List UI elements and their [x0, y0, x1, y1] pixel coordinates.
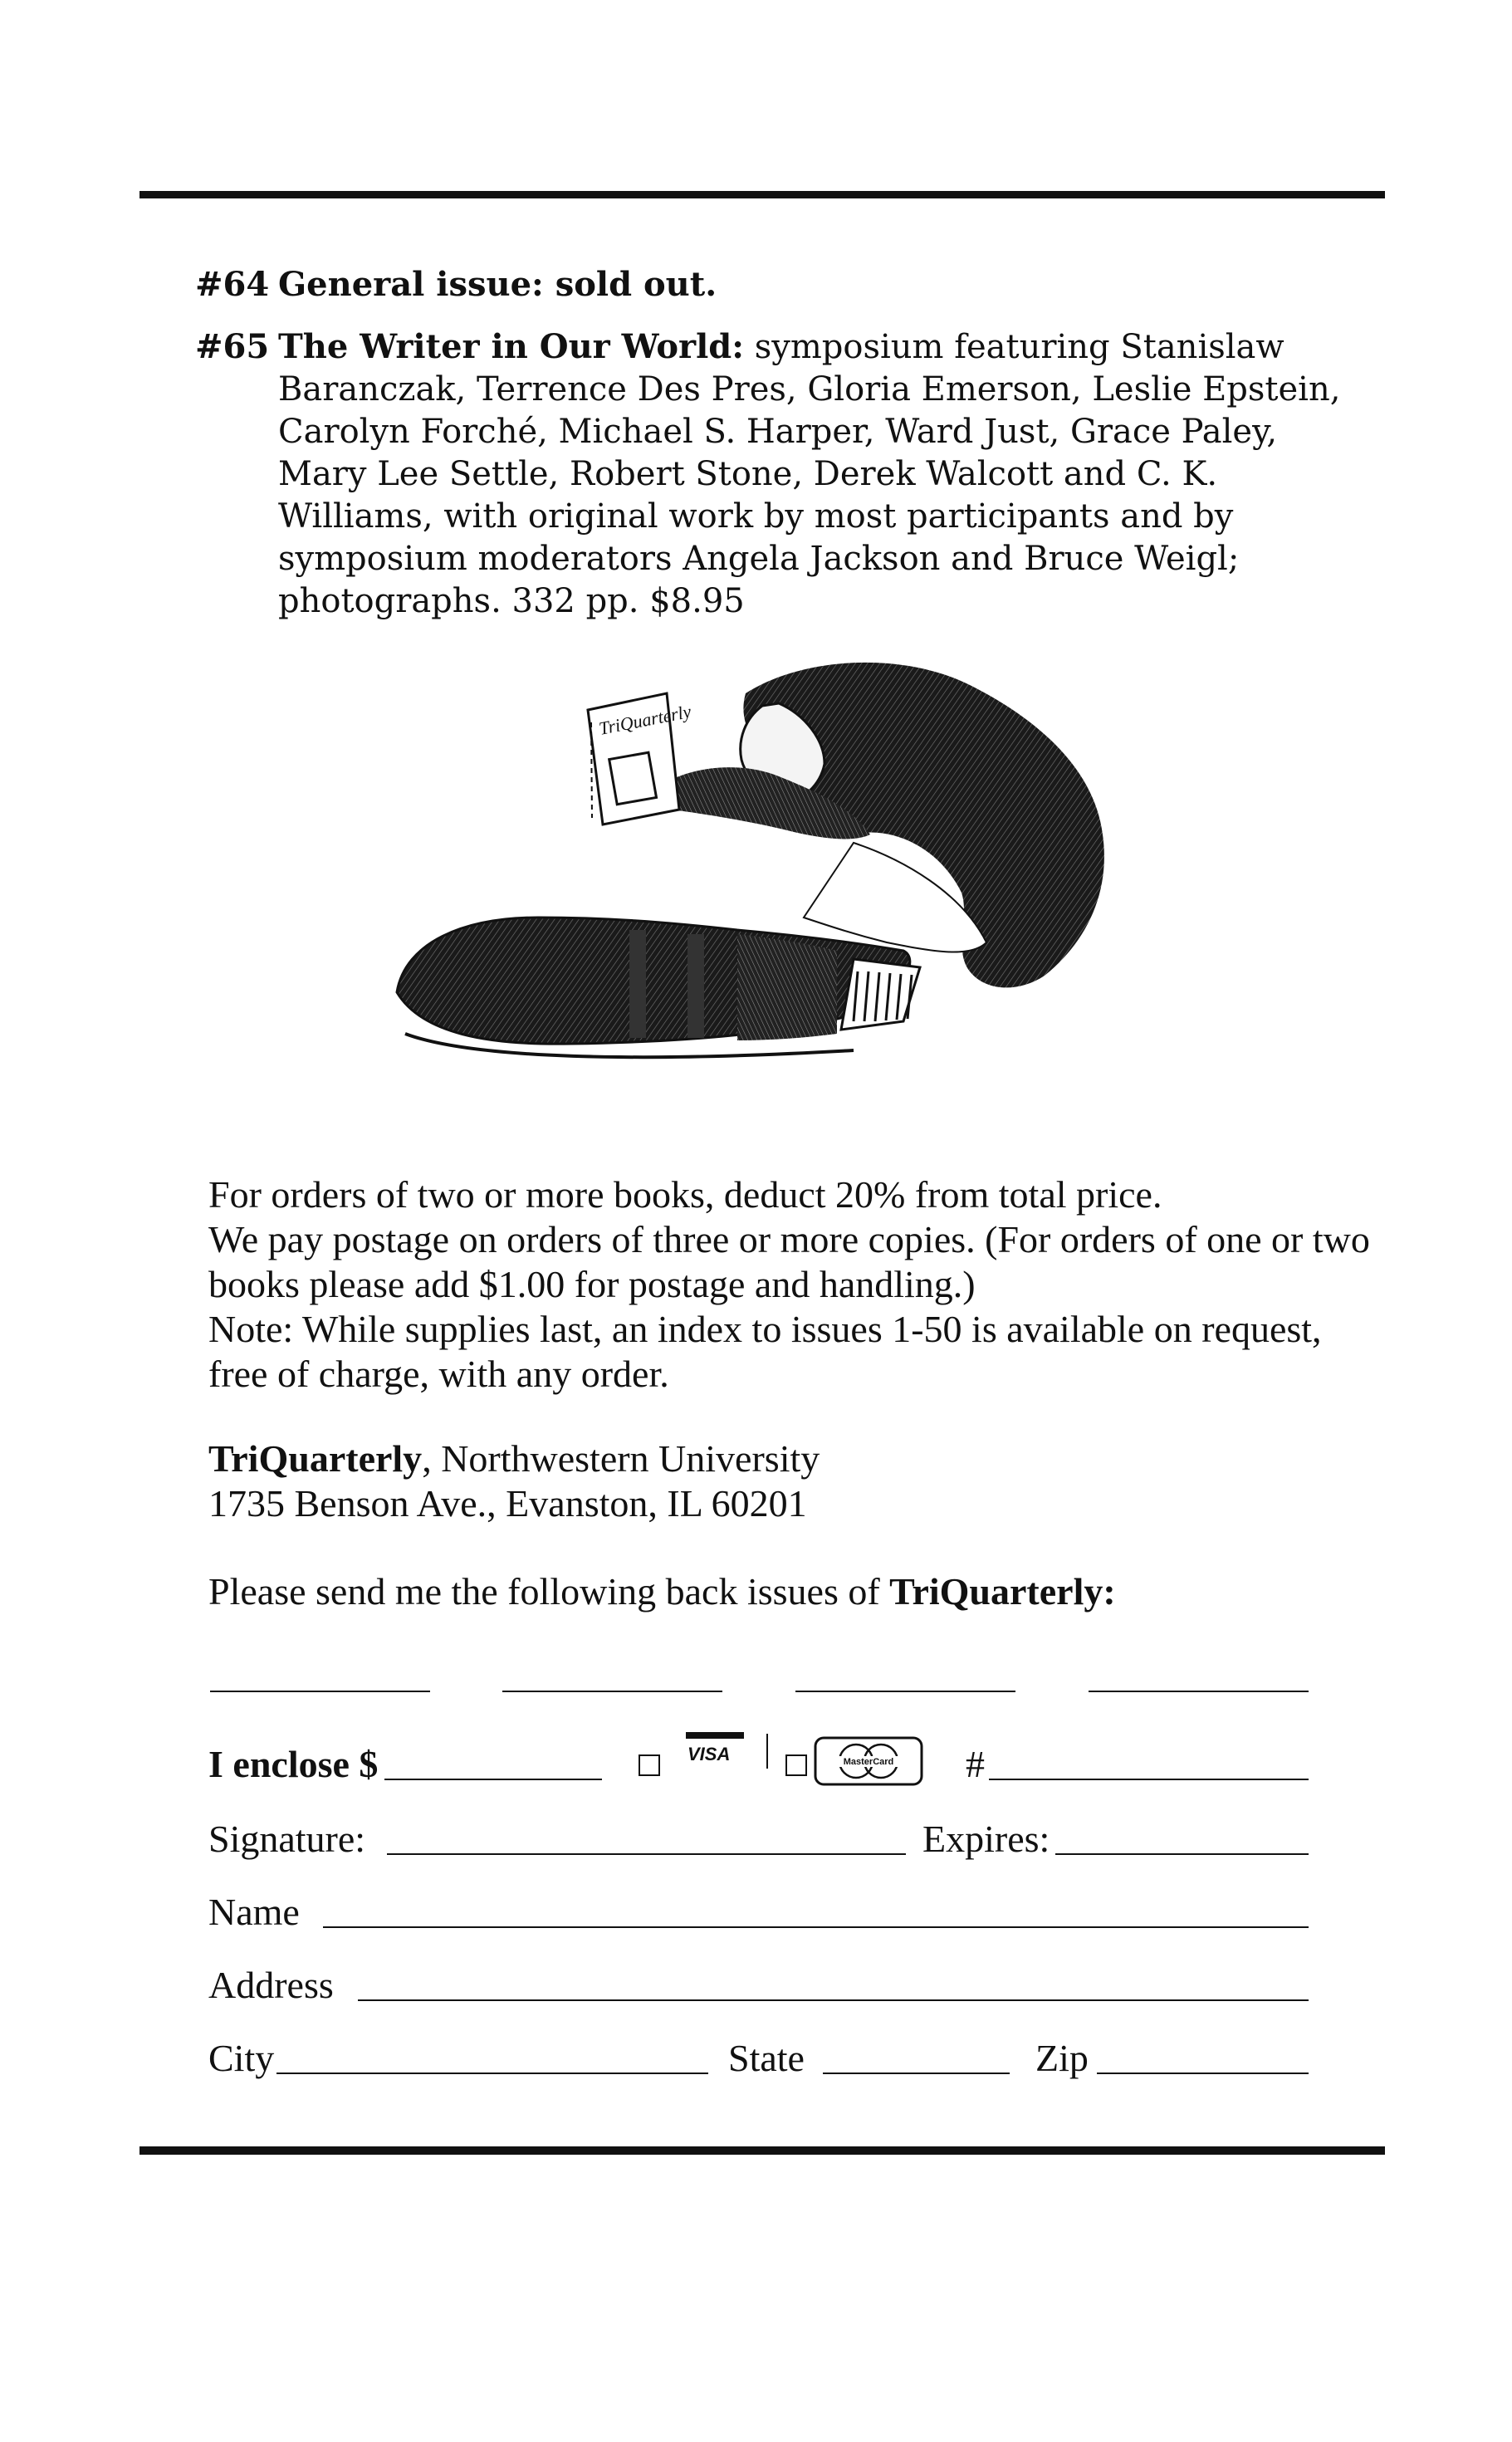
brand-name: TriQuarterly — [208, 1437, 423, 1480]
expires-label: Expires: — [922, 1818, 1050, 1860]
back-issue-field[interactable] — [502, 1691, 722, 1692]
magazine-cover-label: TriQuarterly — [597, 700, 693, 739]
back-issue-field[interactable] — [210, 1691, 430, 1692]
payment-row — [208, 1742, 1313, 1792]
city-state-zip-row — [208, 2036, 1313, 2086]
issue-number: #65 — [195, 327, 270, 366]
name-row — [208, 1890, 1313, 1940]
visa-logo — [679, 1732, 771, 1769]
address-institution: , Northwestern University — [422, 1437, 820, 1480]
top-rule — [139, 191, 1385, 198]
issue-title: General issue: sold out. — [278, 265, 717, 304]
amount-field[interactable] — [384, 1779, 602, 1780]
request-line — [208, 1569, 1371, 1614]
name-label: Name — [208, 1891, 300, 1933]
order-notes — [208, 1172, 1371, 1397]
mastercard-logo — [813, 1735, 924, 1787]
address-field[interactable] — [358, 1999, 1309, 2001]
magazine-in-hand — [588, 693, 693, 825]
issue-number: #64 — [195, 265, 270, 304]
back-issue-field[interactable] — [1089, 1691, 1309, 1692]
couch-shape — [397, 918, 920, 1057]
issue-description: symposium featuring Stanislaw Baranczak, Terrence Des Pres, Gloria Emerson, Leslie Epstein, Carolyn Forché, Michael S. Harper, Ward Just, Grace Paley, Mary Lee Settle, Robert Stone, Derek Walcott and C. K. Williams, with original work by most participants and by symposium moderators Angela Jackson and Bruce Weigl; photographs. 332 pp. $8.95 — [278, 328, 1341, 620]
expires-field[interactable] — [1055, 1853, 1309, 1855]
enclose-label: I enclose $ — [208, 1743, 379, 1785]
back-issue-field[interactable] — [795, 1691, 1015, 1692]
signature-field[interactable] — [387, 1853, 906, 1855]
reader-illustration — [389, 644, 1152, 1108]
card-number-label: # — [966, 1743, 985, 1785]
signature-label: Signature: — [208, 1818, 366, 1860]
index-note: Note: While supplies last, an index to issues 1-50 is available on request, free of charge, with any order. — [208, 1308, 1322, 1395]
zip-field[interactable] — [1097, 2073, 1309, 2074]
city-field[interactable] — [276, 2073, 708, 2074]
city-label: City — [208, 2037, 275, 2079]
visa-checkbox[interactable] — [639, 1754, 660, 1776]
svg-text:VISA: VISA — [687, 1744, 731, 1764]
discount-note: For orders of two or more books, deduct 20% from total price. — [208, 1173, 1162, 1216]
name-field[interactable] — [323, 1926, 1309, 1928]
mailing-address — [208, 1436, 1288, 1526]
request-text: Please send me the following back issues of — [208, 1570, 890, 1613]
address-street: 1735 Benson Ave., Evanston, IL 60201 — [208, 1482, 807, 1524]
state-field[interactable] — [823, 2073, 1010, 2074]
svg-text:MasterCard: MasterCard — [843, 1757, 894, 1767]
signature-row — [208, 1817, 1313, 1867]
request-brand: TriQuarterly: — [889, 1570, 1116, 1613]
postage-note: We pay postage on orders of three or more copies. (For orders of one or two books please add $1.00 for postage and handling.) — [208, 1218, 1370, 1305]
address-row — [208, 1963, 1313, 2013]
state-label: State — [728, 2037, 805, 2079]
mastercard-checkbox[interactable] — [785, 1754, 807, 1776]
address-label: Address — [208, 1964, 334, 2006]
issue-title: The Writer in Our World: — [278, 327, 745, 366]
card-number-field[interactable] — [989, 1779, 1309, 1780]
bottom-rule — [139, 2146, 1385, 2155]
zip-label: Zip — [1035, 2037, 1089, 2079]
